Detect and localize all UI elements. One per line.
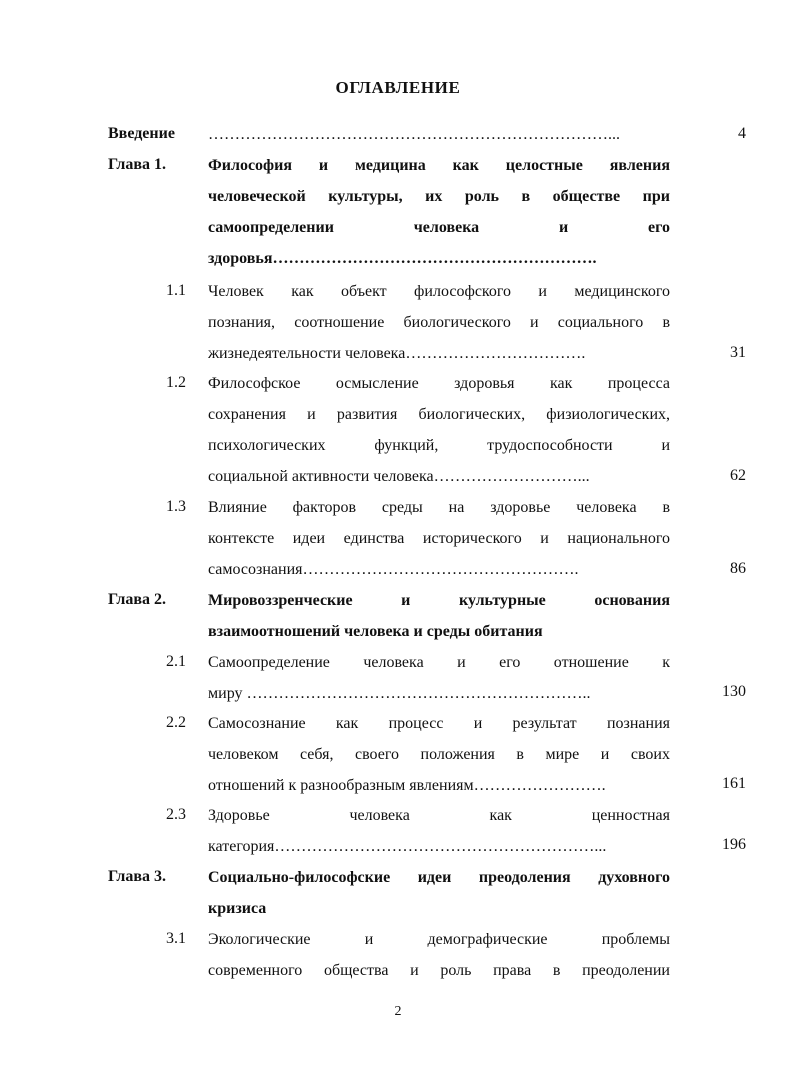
chapter-label: Глава 3. [108, 868, 166, 885]
chapter-label: Глава 1. [108, 156, 166, 173]
section-page: 62 [730, 467, 746, 484]
section-label: 1.3 [166, 498, 186, 515]
toc-line: психологических функций, трудоспособности и [208, 437, 670, 454]
toc-line: Экологические и демографические проблемы [208, 931, 670, 948]
toc-line: Социально-философские идеи преодоления духовного [208, 869, 670, 886]
toc-line: Философское осмысление здоровья как процесса [208, 375, 670, 392]
toc-line: социальной активности человека………………………... [208, 468, 590, 485]
chapter-title [208, 150, 670, 274]
section-page: 31 [730, 344, 746, 361]
intro-page: 4 [738, 125, 746, 142]
toc-line: современного общества и роль права в преодолении [208, 962, 670, 979]
section-label: 3.1 [166, 930, 186, 947]
section-title [208, 368, 670, 492]
toc-line: взаимоотношений человека и среды обитания [208, 623, 543, 640]
toc-line: …………………………………………………………………... [208, 126, 620, 143]
toc-line: миру ……………………………………………………….. [208, 685, 591, 702]
section-page: 130 [722, 683, 746, 700]
intro-leader [208, 119, 670, 150]
section-title [208, 276, 670, 369]
section-label: 2.3 [166, 806, 186, 823]
section-label: 1.2 [166, 374, 186, 391]
toc-line: Философия и медицина как целостные явления [208, 157, 670, 174]
section-page: 161 [722, 775, 746, 792]
toc-title: ОГЛАВЛЕНИЕ [335, 78, 461, 97]
section-title [208, 492, 670, 585]
page-number: 2 [394, 1004, 402, 1019]
section-title [208, 708, 670, 801]
chapter-title [208, 862, 670, 924]
section-title [208, 800, 670, 862]
toc-line: Здоровье человека как ценностная [208, 807, 670, 824]
section-title [208, 647, 670, 709]
intro-label: Введение [108, 125, 175, 142]
toc-line: Влияние факторов среды на здоровье человека в [208, 499, 670, 516]
section-label: 2.2 [166, 714, 186, 731]
toc-line: Самосознание как процесс и результат познания [208, 715, 670, 732]
toc-line: кризиса [208, 900, 267, 917]
toc-line: категория……………………………………………………... [208, 838, 607, 855]
section-label: 1.1 [166, 282, 186, 299]
toc-line: отношений к разнообразным явлениям……………………. [208, 777, 606, 794]
toc-line: познания, соотношение биологического и социального в [208, 314, 670, 331]
toc-line: человеком себя, своего положения в мире и своих [208, 746, 670, 763]
chapter-title [208, 585, 670, 647]
toc-line: Самоопределение человека и его отношение к [208, 654, 670, 671]
toc-line: Человек как объект философского и медицинского [208, 283, 670, 300]
toc-line: самоопределении человека и его [208, 219, 670, 236]
toc-line: жизнедеятельности человека……………………………. [208, 345, 586, 362]
toc-line: здоровья……………………………………………………. [208, 250, 597, 267]
section-label: 2.1 [166, 653, 186, 670]
toc-line: человеческой культуры, их роль в обществе при [208, 188, 670, 205]
toc-line: Мировоззренческие и культурные основания [208, 592, 670, 609]
toc-line: самосознания……………………………………………. [208, 561, 579, 578]
section-title [208, 924, 670, 986]
toc-line: сохранения и развития биологических, физиологических, [208, 406, 670, 423]
chapter-label: Глава 2. [108, 591, 166, 608]
section-page: 196 [722, 836, 746, 853]
section-page: 86 [730, 560, 746, 577]
toc-line: контексте идеи единства исторического и национального [208, 530, 670, 547]
